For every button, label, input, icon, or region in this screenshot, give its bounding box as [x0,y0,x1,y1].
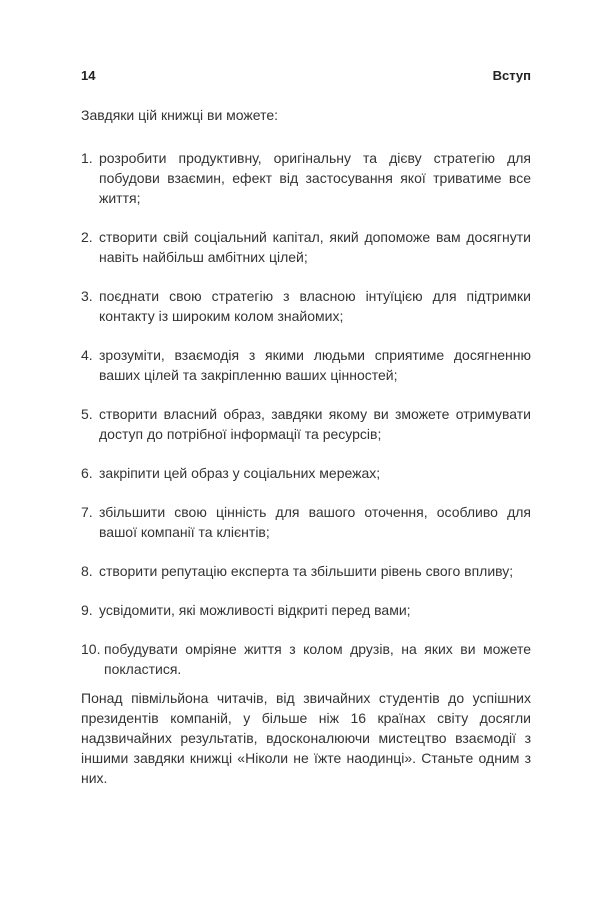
list-item [81,639,531,679]
list-item-text: побудувати омріяне життя з колом друзів, на яких ви можете покластися. [104,641,531,677]
list-item [81,286,531,326]
list-item-text: закріпити цей образ у соціальних мережах; [99,465,381,481]
list-item-number: 9. [81,602,93,618]
list-item [81,148,531,208]
list-item [81,463,531,483]
list-item-text: усвідомити, які можливості відкриті перед вами; [99,602,411,618]
list-item-number: 3. [81,288,93,304]
list-item-number: 6. [81,465,93,481]
list-item-text: створити свій соціальний капітал, який допоможе вам досягнути навіть найбільш амбітних цілей; [99,229,531,265]
running-head [81,68,531,88]
list-item-number: 5. [81,406,93,422]
list-item [81,404,531,444]
list-item-text: поєднати свою стратегію з власною інтуїцією для підтримки контакту із широким колом знайомих; [99,288,531,324]
list-item-text: створити репутацію експерта та збільшити рівень свого впливу; [99,563,514,579]
list-item-number: 10. [81,641,101,657]
list-item-number: 1. [81,150,93,166]
list-item-text: розробити продуктивну, оригінальну та дієву стратегію для побудови взаємин, ефект від застосування якої триватиме все життя; [99,150,531,206]
list-item-text: створити власний образ, завдяки якому ви зможете отримувати доступ до потрібної інформації та ресурсів; [99,406,531,442]
list-item [81,227,531,267]
page-number: 14 [81,68,96,83]
closing-paragraph: Понад півмільйона читачів, від звичайних студентів до успішних президентів компаній, у більше ніж 16 країнах світу досягли надзвичайних результатів, вдосконалюючи мистецтво взаємодії з іншими завдяки книжці «Ніколи не їжте наодинці». Станьте одним з них. [81,690,531,786]
benefits-list [81,148,531,698]
list-item [81,502,531,542]
list-item-number: 2. [81,229,93,245]
list-item [81,561,531,581]
list-item-text: збільшити свою цінність для вашого оточення, особливо для вашої компанії та клієнтів; [99,504,531,540]
list-item-number: 4. [81,347,93,363]
list-item-number: 8. [81,563,93,579]
list-item-number: 7. [81,504,93,520]
intro-paragraph: Завдяки цій книжці ви можете: [81,107,279,123]
list-item-text: зрозуміти, взаємодія з якими людьми сприятиме досягненню ваших цілей та закріпленню ваших цінностей; [99,347,531,383]
list-item [81,345,531,385]
section-title: Вступ [492,68,531,83]
list-item [81,600,531,620]
